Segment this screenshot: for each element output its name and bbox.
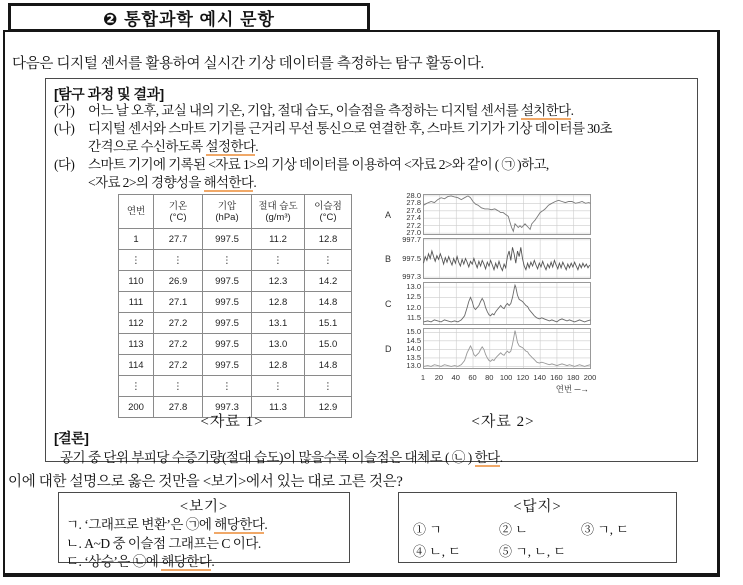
- underlined-word: 설치한다: [520, 103, 571, 118]
- table-cell: ⋮: [119, 250, 154, 271]
- chart-panel-c: [385, 282, 591, 325]
- y-tick-label: 997.7: [402, 234, 421, 244]
- table-row: [119, 355, 352, 376]
- y-tick-label: 14.0: [406, 344, 421, 354]
- inquiry-heading: [탐구 과정 및 결과]: [54, 86, 164, 102]
- x-tick-label: 160: [550, 373, 563, 382]
- table-cell: 13.1: [252, 313, 305, 334]
- y-tick-label: 997.5: [402, 253, 421, 263]
- table-cell: 111: [119, 292, 154, 313]
- y-axis-labels: [397, 190, 423, 238]
- y-tick-label: 13.5: [406, 352, 421, 362]
- text-segment: 공기 중 단위 부피당 수증기량(절대 습도)이 많을수록 이슬점은 대체로 ( ㉡ ): [60, 450, 475, 465]
- table-cell: ⋮: [252, 250, 305, 271]
- chart-panel-b: [385, 234, 591, 282]
- y-tick-label: 15.0: [406, 327, 421, 337]
- inquiry-step: [54, 102, 692, 120]
- table-row: [119, 376, 352, 397]
- step-line: [88, 156, 692, 174]
- table-cell: 110: [119, 271, 154, 292]
- x-tick-label: 120: [516, 373, 530, 382]
- table-cell: 997.5: [203, 271, 252, 292]
- step-content: [88, 156, 692, 192]
- table-cell: ⋮: [252, 376, 305, 397]
- table-header-cell: 연번: [119, 195, 154, 229]
- inquiry-box: [45, 78, 698, 465]
- table-cell: 27.7: [154, 229, 203, 250]
- section-title-box: [8, 3, 370, 32]
- table-cell: 11.3: [252, 397, 305, 418]
- text-segment: ㄴ. A~D 중 이슬점 그래프는 C 이다.: [66, 535, 261, 551]
- y-axis-labels: [397, 328, 423, 369]
- chart-panel-a: [385, 190, 591, 238]
- section-title: ❷ 통합과학 예시 문항: [103, 10, 275, 29]
- table-cell: ⋮: [203, 250, 252, 271]
- text-segment: .: [211, 554, 215, 569]
- table-cell: 114: [119, 355, 154, 376]
- step-line: [88, 102, 692, 120]
- table-row: [119, 229, 352, 250]
- step-label: (가): [54, 103, 75, 118]
- table-cell: ⋮: [305, 250, 352, 271]
- table-cell: 14.8: [305, 355, 352, 376]
- table-caption: <자료 1>: [200, 414, 264, 430]
- x-tick-label: 180: [566, 373, 580, 382]
- dapji-box: [398, 492, 677, 563]
- data-table-1: [118, 194, 352, 418]
- step-content: [88, 120, 692, 156]
- underlined-word: 한다: [474, 450, 500, 465]
- text-segment: .: [253, 175, 257, 190]
- table-cell: 997.5: [203, 292, 252, 313]
- table-cell: 13.0: [252, 334, 305, 355]
- table-cell: 27.2: [154, 334, 203, 355]
- table-cell: 12.9: [305, 397, 352, 418]
- table-cell: 12.8: [305, 229, 352, 250]
- table-header-cell: 이슬점 (°C): [305, 195, 352, 229]
- answer-option: ① ㄱ: [413, 522, 442, 537]
- text-segment: 어느 날 오후, 교실 내의 기온, 기압, 절대 습도, 이슬점을 측정하는 디지털 센서를: [88, 103, 521, 118]
- sensor-charts: [385, 190, 597, 395]
- table-cell: ⋮: [154, 376, 203, 397]
- panel-letter: A: [385, 209, 392, 220]
- y-tick-label: 27.8: [406, 198, 421, 208]
- table-cell: 11.2: [252, 229, 305, 250]
- question-text: 이에 대한 설명으로 옳은 것만을 <보기>에서 있는 대로 고른 것은?: [8, 474, 403, 490]
- plot-area: [423, 282, 591, 325]
- table-cell: 14.2: [305, 271, 352, 292]
- text-segment: 간격으로 수신하도록: [88, 139, 206, 154]
- table-cell: 113: [119, 334, 154, 355]
- underlined-word: 설정한다: [205, 139, 256, 154]
- step-content: [88, 102, 692, 120]
- table-cell: 112: [119, 313, 154, 334]
- table-cell: 26.9: [154, 271, 203, 292]
- table-row: [119, 334, 352, 355]
- text-segment: .: [255, 139, 259, 154]
- text-segment: ㄷ. ‘상승’은 ㉡에: [66, 554, 162, 569]
- y-tick-label: 28.0: [406, 190, 421, 200]
- text-segment: .: [570, 103, 574, 118]
- dapji-title: <답지>: [513, 499, 562, 515]
- table-cell: 997.3: [203, 397, 252, 418]
- text-segment: 스마트 기기에 기록된 <자료 1>의 기상 데이터를 이용하여 <자료 2>와 같이 ( ㉠ )하고,: [88, 157, 549, 172]
- text-segment: 디지털 센서와 스마트 기기를 근거리 무선 통신으로 연결한 후, 스마트 기기가 기상 데이터를 30초: [88, 121, 612, 136]
- text-segment: .: [264, 517, 268, 532]
- weather-table: [118, 194, 352, 418]
- x-axis-title: 연번 ─→: [555, 384, 589, 394]
- conclusion-text: [60, 446, 690, 466]
- step-line: [88, 138, 692, 156]
- table-cell: 12.3: [252, 271, 305, 292]
- bogi-items: [59, 516, 349, 572]
- inquiry-step: [54, 120, 692, 156]
- y-axis-labels: [397, 234, 423, 282]
- y-tick-label: 12.0: [406, 302, 421, 312]
- table-row: [119, 271, 352, 292]
- table-cell: 27.1: [154, 292, 203, 313]
- y-tick-label: 997.3: [402, 272, 421, 282]
- inquiry-steps: [54, 102, 692, 192]
- x-tick-label: 40: [451, 373, 460, 382]
- x-tick-label: 140: [533, 373, 546, 382]
- answer-option: ⑤ ㄱ, ㄴ, ㄷ: [499, 544, 566, 559]
- y-tick-label: 27.0: [406, 228, 421, 238]
- plot-area: [423, 194, 591, 235]
- table-cell: 15.1: [305, 313, 352, 334]
- table-cell: 997.5: [203, 313, 252, 334]
- conclusion-heading: [결론]: [54, 430, 89, 446]
- chart-caption: <자료 2>: [471, 414, 535, 430]
- table-cell: 997.5: [203, 334, 252, 355]
- answer-option: ④ ㄴ, ㄷ: [413, 544, 461, 559]
- step-line: [88, 174, 692, 192]
- text-segment: .: [499, 450, 503, 465]
- step-label: (다): [54, 157, 75, 172]
- table-header-cell: 기압 (hPa): [203, 195, 252, 229]
- table-cell: 200: [119, 397, 154, 418]
- x-tick-label: 80: [485, 373, 494, 382]
- chart-panel-d: [385, 328, 591, 369]
- x-tick-label: 20: [434, 373, 444, 382]
- table-header-cell: 기온 (°C): [154, 195, 203, 229]
- table-cell: 14.8: [305, 292, 352, 313]
- step-label: (나): [54, 121, 75, 136]
- panel-letter: C: [385, 298, 392, 309]
- answer-option: ② ㄴ: [499, 522, 528, 537]
- bogi-item: [66, 516, 349, 535]
- text-segment: ㄱ. ‘그래프로 변환’은 ㉠에: [66, 517, 215, 532]
- table-cell: 1: [119, 229, 154, 250]
- x-tick-label: 60: [468, 373, 477, 382]
- y-tick-label: 13.0: [406, 282, 421, 292]
- table-header-cell: 절대 습도 (g/m³): [252, 195, 305, 229]
- table-row: [119, 313, 352, 334]
- table-cell: ⋮: [203, 376, 252, 397]
- x-axis-labels: [385, 372, 597, 383]
- plot-area: [423, 238, 591, 279]
- inquiry-step: [54, 156, 692, 192]
- table-cell: 997.5: [203, 229, 252, 250]
- x-tick-label: 100: [499, 373, 513, 382]
- y-axis-labels: [397, 282, 423, 325]
- table-cell: ⋮: [305, 376, 352, 397]
- bogi-item: [66, 535, 349, 554]
- y-tick-label: 13.0: [406, 361, 421, 371]
- bogi-item: [66, 553, 349, 572]
- panel-letter: B: [385, 253, 392, 264]
- y-tick-label: 27.6: [406, 205, 421, 215]
- underlined-word: 해당한다: [161, 554, 212, 569]
- underlined-word: 해석한다: [203, 175, 254, 190]
- bogi-title: <보기>: [179, 499, 229, 515]
- table-cell: ⋮: [154, 250, 203, 271]
- x-tick-label: 200: [583, 373, 597, 382]
- table-cell: 12.8: [252, 355, 305, 376]
- text-segment: <자료 2>의 경향성을: [88, 175, 204, 190]
- y-tick-label: 14.5: [406, 335, 421, 345]
- table-cell: 27.8: [154, 397, 203, 418]
- table-row: [119, 250, 352, 271]
- table-cell: 15.0: [305, 334, 352, 355]
- table-row: [119, 292, 352, 313]
- table-cell: ⋮: [119, 376, 154, 397]
- table-cell: 12.8: [252, 292, 305, 313]
- y-tick-label: 27.2: [406, 220, 421, 230]
- step-line: [88, 120, 692, 138]
- y-tick-label: 11.5: [406, 312, 421, 322]
- y-tick-label: 27.4: [406, 213, 421, 223]
- table-cell: 27.2: [154, 313, 203, 334]
- bogi-box: [58, 492, 350, 569]
- plot-area: [423, 328, 591, 369]
- intro-text: 다음은 디지털 센서를 활용하여 실시간 기상 데이터를 측정하는 탐구 활동이다.: [12, 56, 484, 72]
- table-cell: 997.5: [203, 355, 252, 376]
- y-tick-label: 12.5: [406, 292, 421, 302]
- underlined-word: 해당한다: [214, 517, 265, 532]
- answer-option: ③ ㄱ, ㄷ: [581, 522, 629, 537]
- x-tick-label: 1: [420, 373, 426, 382]
- table-cell: 27.2: [154, 355, 203, 376]
- panel-letter: D: [385, 343, 392, 354]
